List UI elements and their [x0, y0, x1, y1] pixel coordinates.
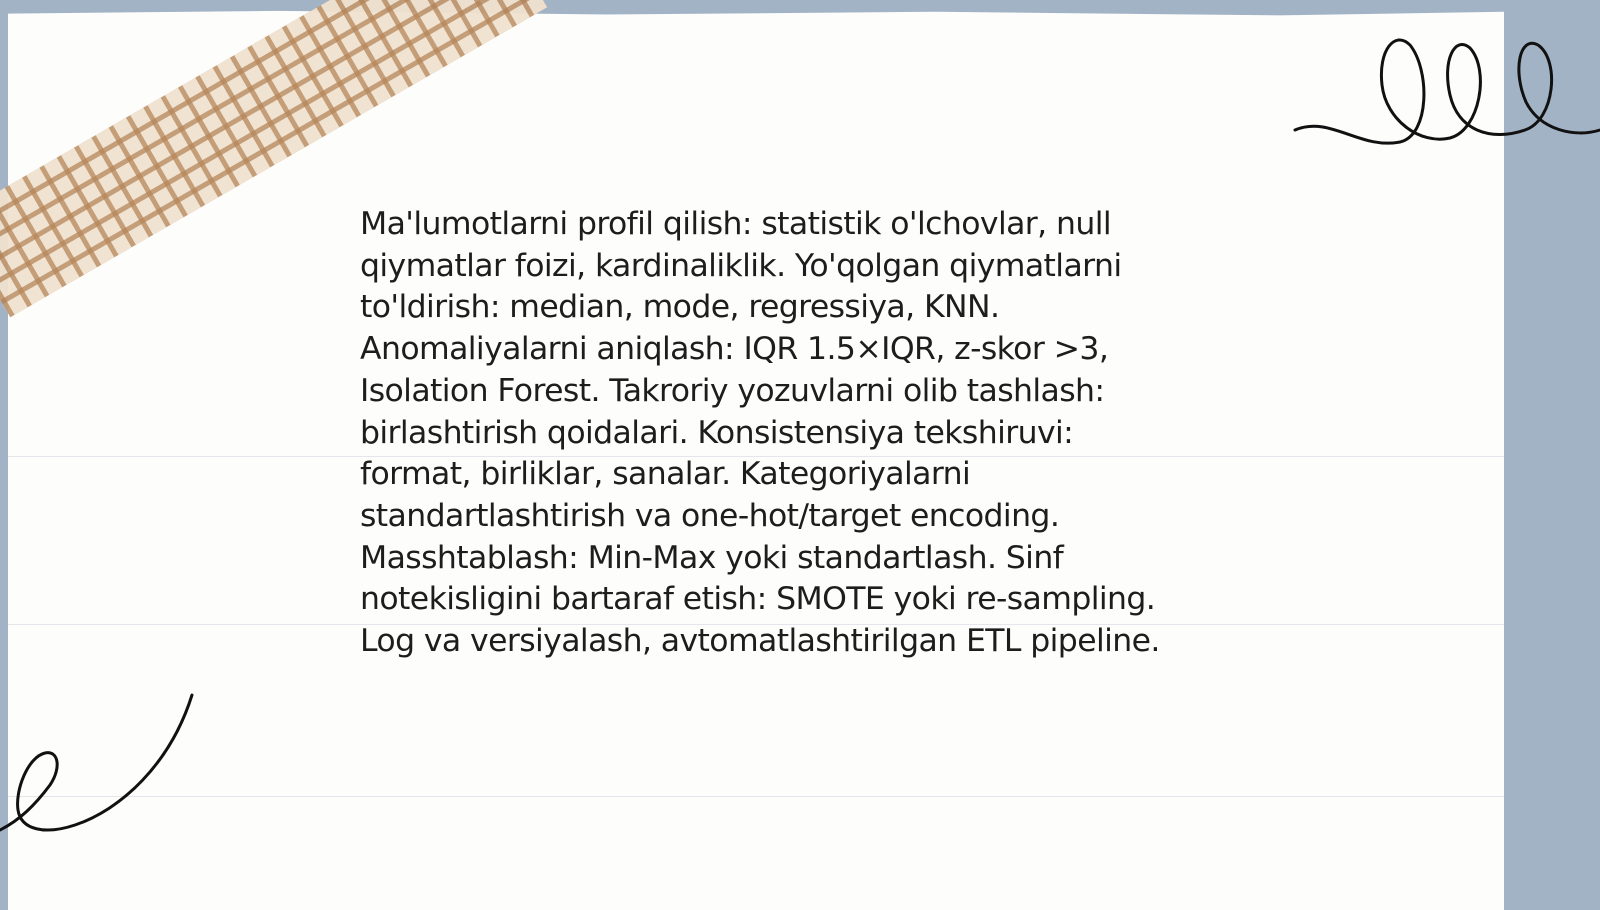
- ruled-line: [8, 796, 1504, 797]
- loop-scribble-icon: [1290, 30, 1600, 160]
- slide-body-text: Ma'lumotlarni profil qilish: statistik o'lchovlar, null qiymatlar foizi, kardinaliklik. Yo'qolgan qiymatlarni to'ldirish: median, mode, regressiya, KNN. Anomaliyalarni aniqlash: IQR 1.5×IQR, z-skor >3, Isolation Forest. Takroriy yozuvlarni olib tashlash: birlashtirish qoidalari. Konsistensiya tekshiruvi: format, birliklar, sanalar. Kategoriyalarni standartlashtirish va one-hot/target encoding. Masshtablash: Min-Max yoki standartlash. Sinf notekisligini bartaraf etish: SMOTE yoki re-sampling. Log va versiyalash, avtomatlashtirilgan ETL pipeline.: [360, 206, 1160, 660]
- swoosh-scribble-icon: [0, 695, 200, 855]
